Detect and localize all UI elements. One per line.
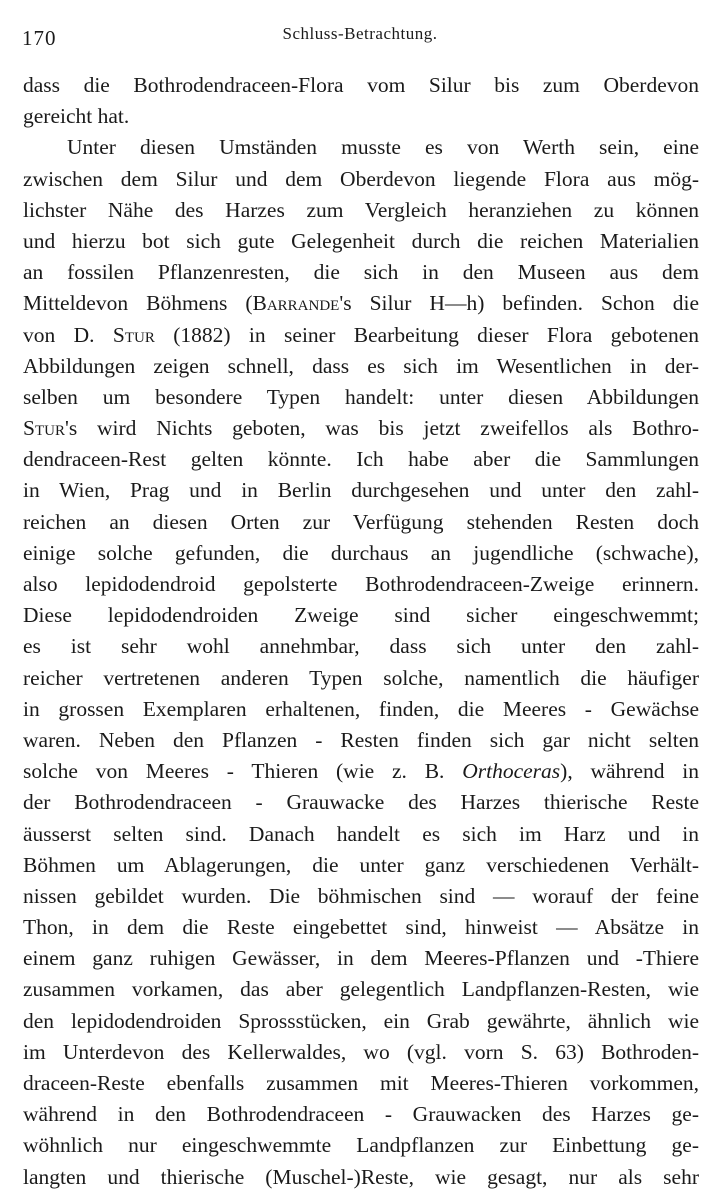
- text-line: [23, 444, 699, 475]
- text-run: Diese lepidodendroiden Zweige sind sicher eingeschwemmt;: [23, 603, 699, 628]
- text-run: also lepidodendroid gepolsterte Bothrodendraceen-Zweige erinnern.: [23, 572, 699, 596]
- text-run: wöhnlich nur eingeschwemmte Landpflanzen zur Einbettung ge-: [23, 1133, 699, 1158]
- text-run: 's wird Nichts geboten, was bis jetzt zweifellos als Bothro-: [64, 416, 699, 441]
- text-line: [23, 164, 699, 195]
- text-run: in Wien, Prag und in Berlin durchgesehen und unter den zahl-: [23, 478, 699, 503]
- text-run: draceen-Reste ebenfalls zusammen mit Meeres-Thieren vorkommen,: [23, 1071, 699, 1095]
- text-run: in grossen Exemplaren erhaltenen, finden, die Meeres - Gewächse: [23, 696, 699, 721]
- text-line: [23, 195, 699, 226]
- text-line: [23, 320, 699, 351]
- text-run: gereicht hat.: [23, 104, 130, 129]
- text-line: [23, 538, 699, 569]
- text-run: der Bothrodendraceen - Grauwacke des Harzes thierische Reste: [23, 790, 699, 815]
- text-line: [23, 1068, 699, 1099]
- text-line: [23, 631, 699, 662]
- text-run: einige solche gefunden, die durchaus an jugendliche (schwache),: [23, 540, 699, 565]
- author-name: Stur: [23, 416, 65, 441]
- text-line: [23, 257, 699, 288]
- author-name: Stur: [112, 322, 155, 347]
- text-line: [23, 288, 699, 319]
- text-line: [23, 912, 699, 943]
- text-line: [23, 756, 699, 787]
- text-run: nissen gebildet wurden. Die böhmischen sind — worauf der feine: [23, 883, 699, 908]
- text-line: [23, 850, 699, 881]
- text-run: reichen an diesen Orten zur Verfügung stehenden Resten doch: [23, 509, 699, 534]
- text-line: [23, 725, 699, 756]
- text-run: den lepidodendroiden Sprossstücken, ein Grab gewährte, ähnlich wie: [23, 1008, 699, 1033]
- text-run: 's Silur H—h) befinden. Schon die: [339, 291, 699, 316]
- text-run: waren. Neben den Pflanzen - Resten finden sich gar nicht selten: [23, 727, 699, 752]
- text-line: [23, 787, 699, 818]
- text-run: von D.: [23, 322, 113, 347]
- author-name: Barrande: [252, 291, 340, 316]
- text-line: [23, 507, 699, 538]
- text-run: Unter diesen Umständen musste es von Werth sein, eine: [67, 135, 699, 160]
- page-number: 170: [22, 26, 57, 50]
- text-run: Abbildungen zeigen schnell, dass es sich im Wesentlichen in der-: [23, 353, 699, 378]
- text-run: lichster Nähe des Harzes zum Vergleich heranziehen zu können: [23, 197, 699, 222]
- text-run: solche von Meeres - Thieren (wie z. B.: [23, 759, 463, 784]
- text-run: und hierzu bot sich gute Gelegenheit durch die reichen Materialien: [23, 228, 699, 253]
- text-line: [23, 1037, 699, 1068]
- text-line: [23, 226, 699, 257]
- text-run: dendraceen-Rest gelten könnte. Ich habe aber die Sammlungen: [23, 447, 699, 472]
- text-line: [23, 101, 699, 132]
- text-run: Thon, in dem die Reste eingebettet sind, hinweist — Absätze in: [23, 915, 699, 940]
- text-line: [23, 70, 699, 101]
- running-head: [22, 22, 698, 52]
- text-line: [23, 413, 699, 444]
- text-line: [23, 974, 699, 1005]
- text-run: im Unterdevon des Kellerwaldes, wo (vgl. vorn S. 63) Bothroden-: [23, 1039, 699, 1064]
- text-run: zusammen vorkamen, das aber gelegentlich Landpflanzen-Resten, wie: [23, 977, 699, 1002]
- text-line: [23, 819, 699, 850]
- text-run: äusserst selten sind. Danach handelt es sich im Harz und in: [23, 821, 699, 846]
- text-line: [23, 881, 699, 912]
- text-run: einem ganz ruhigen Gewässer, in dem Meeres-Pflanzen und -Thiere: [23, 946, 699, 971]
- text-run: zwischen dem Silur und dem Oberdevon liegende Flora aus mög-: [23, 166, 699, 191]
- text-line: [23, 600, 699, 631]
- text-run: während in den Bothrodendraceen - Grauwacken des Harzes ge-: [23, 1102, 699, 1127]
- text-run: es ist sehr wohl annehmbar, dass sich unter den zahl-: [23, 634, 699, 659]
- text-line: [23, 351, 699, 382]
- text-run: (1882) in seiner Bearbeitung dieser Flora gebotenen: [154, 322, 699, 347]
- text-line: [23, 475, 699, 506]
- text-line: [23, 569, 699, 600]
- text-run: selben um besondere Typen handelt: unter diesen Abbildungen: [23, 384, 699, 409]
- text-line: [23, 943, 699, 974]
- text-run: dass die Bothrodendraceen-Flora vom Silur bis zum Oberdevon: [23, 73, 699, 97]
- text-line: [23, 663, 699, 694]
- text-line: [23, 1162, 699, 1193]
- body-text: [23, 70, 699, 1193]
- text-run: ), während in: [560, 759, 700, 784]
- text-run: Mitteldevon Böhmens (: [23, 291, 253, 316]
- taxon-name: Orthoceras: [462, 759, 561, 784]
- text-run: reicher vertretenen anderen Typen solche, namentlich die häufiger: [23, 665, 699, 690]
- text-line: [23, 1130, 699, 1161]
- text-line: [23, 382, 699, 413]
- text-line: [23, 1099, 699, 1130]
- text-line: [23, 1006, 699, 1037]
- text-line: [23, 694, 699, 725]
- text-line: [23, 132, 699, 163]
- text-run: langten und thierische (Muschel-)Reste, wie gesagt, nur als sehr: [23, 1164, 699, 1189]
- text-run: Böhmen um Ablagerungen, die unter ganz verschiedenen Verhält-: [23, 852, 699, 877]
- running-title: Schluss-Betrachtung.: [282, 24, 438, 43]
- text-run: an fossilen Pflanzenresten, die sich in den Museen aus dem: [23, 260, 699, 285]
